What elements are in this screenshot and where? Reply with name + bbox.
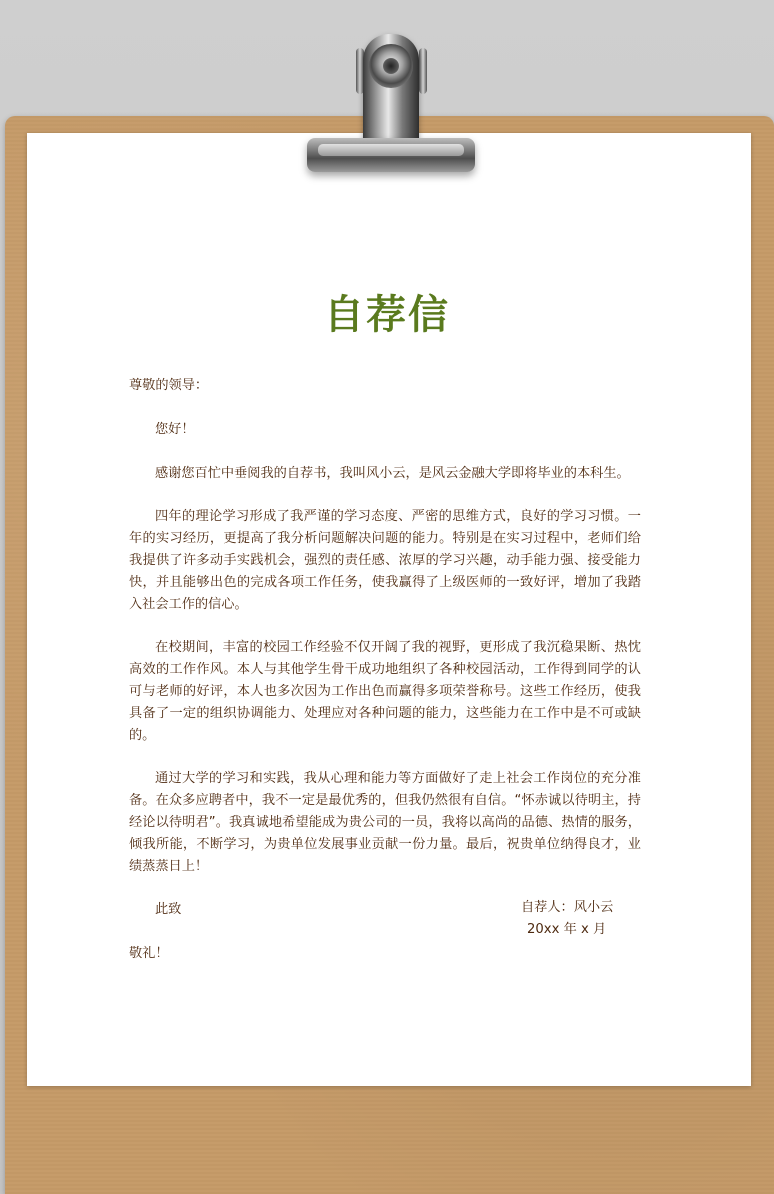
clip-wire-right bbox=[419, 48, 427, 94]
closing-cizhi: 此致 bbox=[155, 902, 182, 917]
paragraph-campus: 在校期间，丰富的校园工作经验不仅开阔了我的视野，更形成了我沉稳果断、热忱高效的工作作风。本人与其他学生骨干成功地组织了各种校园活动，工作得到同学的认可与老师的好评，本人也多次因为工作出色而赢得多项荣誉称号。这些工作经历，使我具备了一定的组织协调能力、处理应对各种问题的能力，这些能力在工作中是不可或缺的。 bbox=[129, 640, 641, 743]
closing-jingli: 敬礼！ bbox=[129, 946, 169, 961]
paragraph-conclusion: 通过大学的学习和实践，我从心理和能力等方面做好了走上社会工作岗位的充分准备。在众多应聘者中，我不一定是最优秀的，但我仍然很有自信。“怀赤诚以待明主，持经论以待明君”。我真诚地希望能成为贵公司的一员，我将以高尚的品德、热情的服务，倾我所能，不断学习，为贵单位发展事业贡献一份力量。最后，祝贵单位纳得良才，业绩蒸蒸日上！ bbox=[129, 771, 641, 874]
clip-highlight bbox=[318, 144, 464, 156]
signature-block bbox=[521, 897, 613, 941]
date: 20xx 年 x 月 bbox=[527, 922, 607, 937]
clip-hole bbox=[383, 58, 399, 74]
signature: 自荐人：风小云 bbox=[521, 900, 614, 915]
letter-body bbox=[129, 375, 641, 965]
salutation: 尊敬的领导： bbox=[129, 378, 209, 393]
greeting: 您好！ bbox=[155, 422, 195, 437]
letter-title: 自荐信 bbox=[324, 292, 450, 338]
paragraph-study: 四年的理论学习形成了我严谨的学习态度、严密的思维方式，良好的学习习惯。一年的实习经历，更提高了我分析问题解决问题的能力。特别是在实习过程中，老师们给我提供了许多动手实践机会，强烈的责任感、浓厚的学习兴趣，动手能力强、接受能力快，并且能够出色的完成各项工作任务，使我赢得了上级医师的一致好评，增加了我踏入社会工作的信心。 bbox=[129, 509, 641, 612]
paragraph-intro: 感谢您百忙中垂阅我的自荐书，我叫风小云，是风云金融大学即将毕业的本科生。 bbox=[155, 466, 630, 481]
